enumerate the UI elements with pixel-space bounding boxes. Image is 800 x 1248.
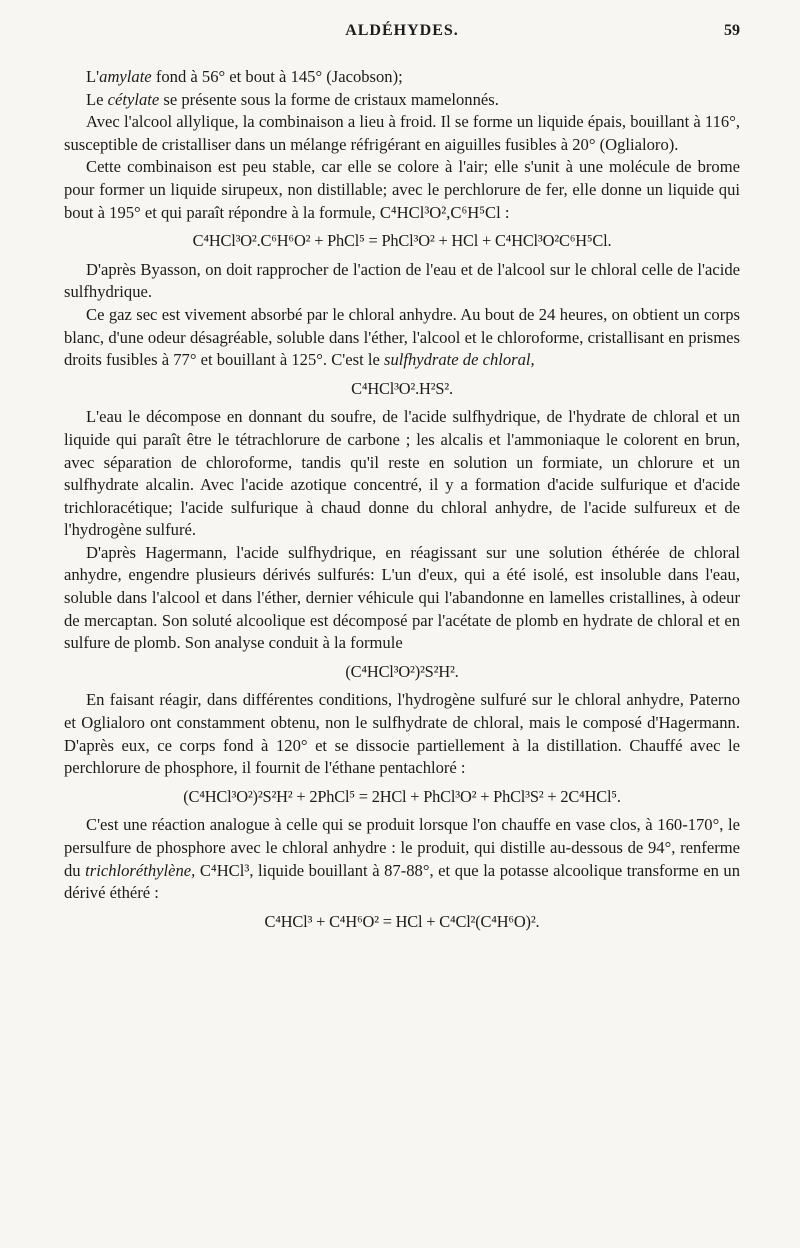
text: L' — [86, 67, 100, 86]
paragraph-amylate — [64, 66, 740, 89]
term-trichlorethylene: trichloréthylène, — [85, 860, 196, 880]
formula-5: C⁴HCl³ + C⁴H⁶O² = HCl + C⁴Cl²(C⁴H⁶O)². — [264, 911, 540, 931]
paragraph-byasson: D'après Byasson, on doit rapprocher de l'action de l'eau et de l'alcool sur le chloral celle de l'acide sulfhydrique. — [64, 259, 740, 302]
paragraph-allyl-alcohol: Avec l'alcool allylique, la combinaison a lieu à froid. Il se forme un liquide épais, bouillant à 116°, susceptible de cristalliser dans un mélange réfrigérant en aiguilles fusibles à 20° (Oglialoro). — [64, 112, 740, 154]
paragraph-analogous-reaction — [64, 814, 740, 904]
paragraph-hagermann: D'après Hagermann, l'acide sulfhydrique, en réagissant sur une solution éthérée de chloral anhydre, engendre plusieurs dérivés sulfurés: L'un d'eux, qui a été isolé, est insoluble dans l'eau, soluble dans l'alcool et dans l'éther, dernier véhicule qui l'abandonne en lamelles cristallines, à odeur de mercaptan. Son soluté alcoolique est décomposé par l'acétate de plomb en hydrate de chloral et en sulfure de plomb. Son analyse conduit à la formule — [64, 542, 740, 653]
term-cetylate: cétylate — [107, 89, 160, 109]
page-number: 59 — [724, 22, 740, 39]
formula-2: C⁴HCl³O².H²S². — [351, 378, 453, 398]
text: Ce gaz sec est vivement absorbé par le chloral anhydre. Au bout de 24 heures, on obtient un corps blanc, d'une odeur désagréable, soluble dans l'éther, l'alcool et le chloroforme, cristallisant en prismes droits fusibles à 77° et bouillant à 125°. C'est le — [64, 304, 740, 370]
paragraph-dry-gas — [64, 304, 740, 372]
text: C'est une réaction analogue à celle qui se produit lorsque l'on chauffe en vase clos, à 160-170°, le persulfure de phosphore avec le chloral anhydre : le produit, qui distille au-dessous de 94°, renferme du — [64, 815, 740, 880]
page-header — [64, 22, 740, 52]
paragraph-paterno-oglialoro: En faisant réagir, dans différentes conditions, l'hydrogène sulfuré sur le chloral anhydre, Paterno et Oglialoro ont constamment obtenu, non le sulfhydrate de chloral, mais le composé d'Hagermann. D'après eux, ce corps fond à 120° et se dissocie partiellement à la distillation. Chauffé avec le perchlorure de phosphore, il fournit de l'éthane pentachloré : — [64, 690, 740, 778]
text: fond à 56° et bout à 145° (Jacobson); — [151, 67, 403, 86]
text: C⁴HCl³, liquide bouillant à 87-88°, et que la potasse alcoolique transforme en un dérivé éthéré : — [64, 860, 741, 903]
text: se présente sous la forme de cristaux mamelonnés. — [159, 89, 499, 109]
term-amylate: amylate — [99, 67, 152, 86]
formula-4: (C⁴HCl³O²)²S²H² + 2PhCl⁵ = 2HCl + PhCl³O² + PhCl³S² + 2C⁴HCl⁵. — [183, 786, 621, 806]
formula-1: C⁴HCl³O².C⁶H⁶O² + PhCl⁵ = PhCl³O² + HCl + C⁴HCl³O²C⁶H⁵Cl. — [192, 231, 612, 251]
paragraph-water-decomposition: L'eau le décompose en donnant du soufre, de l'acide sulfhydrique, de l'hydrate de chloral et un liquide qui paraît être le tétrachlorure de carbone ; les alcalis et l'ammoniaque le colorent en brun, avec séparation de chloroforme, tandis qu'il reste en solution un formiate, un chlorure et un sulfhydrate alcalin. Avec l'acide azotique concentré, il y a formation d'acide sulfurique et d'acide trichloracétique; l'acide sulfurique à chaud donne du chloral anhydre, de l'acide sulfureux et de l'hydrogène sulfuré. — [64, 407, 740, 540]
paragraph-combination-stability: Cette combinaison est peu stable, car elle se colore à l'air; elle s'unit à une molécule de brome pour former un liquide sirupeux, non distillable; avec le perchlorure de fer, elle donne un liquide qui bout à 195° et qui paraît répondre à la formule, C⁴HCl³O²,C⁶H⁵Cl : — [64, 157, 740, 222]
body-text — [64, 66, 740, 939]
text: Le — [86, 89, 108, 109]
paragraph-cetylate — [64, 89, 740, 112]
term-sulfhydrate-de-chloral: sulfhydrate de chloral, — [383, 350, 535, 370]
running-head: ALDÉHYDES. — [345, 22, 459, 39]
formula-3: (C⁴HCl³O²)²S²H². — [345, 661, 459, 681]
